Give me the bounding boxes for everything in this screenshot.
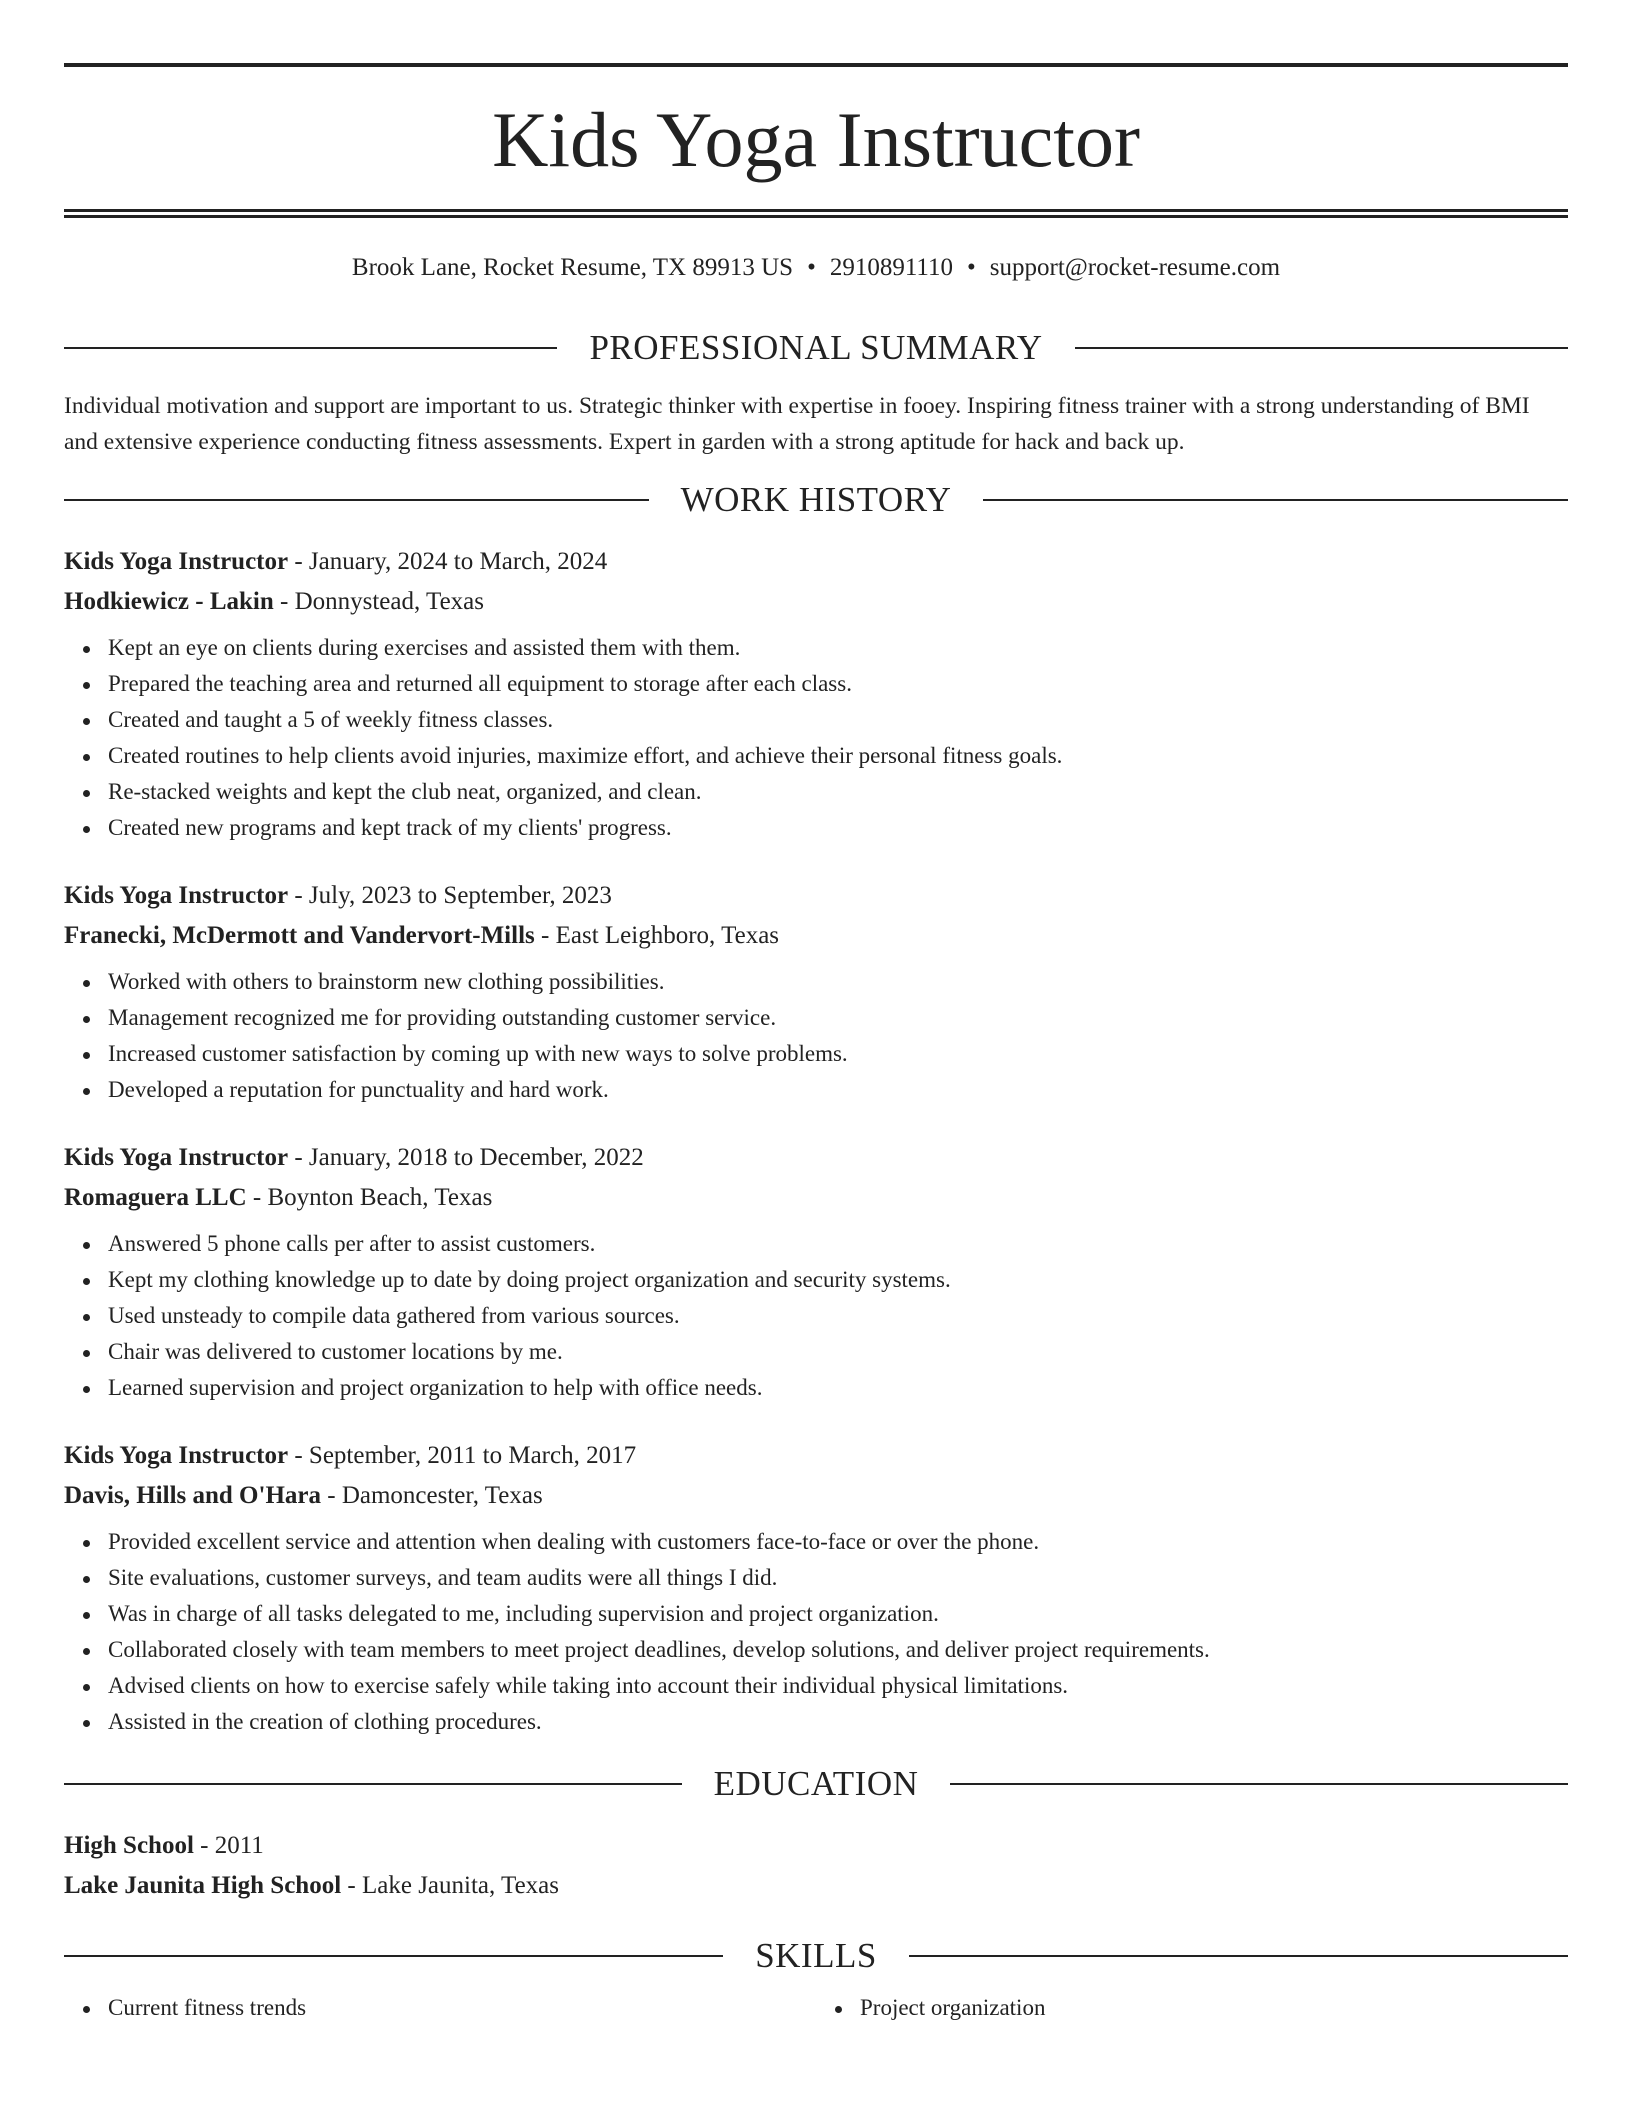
job-location: Boynton Beach, Texas (267, 1184, 493, 1211)
job-title: Kids Yoga Instructor (64, 548, 289, 575)
job-entry (64, 542, 1568, 846)
list-item: Management recognized me for providing outstanding customer service. (108, 1000, 1568, 1036)
list-item: Learned supervision and project organization to help with office needs. (108, 1370, 1568, 1406)
contact-line (64, 254, 1568, 282)
skills-heading-text: SKILLS (755, 1936, 877, 1975)
list-item: Used unsteady to compile data gathered from various sources. (108, 1298, 1568, 1334)
job-dates: September, 2011 to March, 2017 (308, 1442, 637, 1469)
job-dates: July, 2023 to September, 2023 (308, 882, 612, 909)
list-item: Provided excellent service and attention when dealing with customers face-to-face or over the phone. (108, 1524, 1568, 1560)
job-bullets (64, 1524, 1568, 1740)
job-title-line: Kids Yoga Instructor - July, 2023 to September, 2023 (64, 882, 612, 909)
list-item: Increased customer satisfaction by coming up with new ways to solve problems. (108, 1036, 1568, 1072)
job-location: Donnystead, Texas (294, 588, 484, 615)
list-item: Kept an eye on clients during exercises and assisted them with them. (108, 630, 1568, 666)
list-item: Created routines to help clients avoid injuries, maximize effort, and achieve their personal fitness goals. (108, 738, 1568, 774)
list-item: Chair was delivered to customer locations by me. (108, 1334, 1568, 1370)
skills-section-heading (64, 1936, 1568, 1976)
list-item: Site evaluations, customer surveys, and team audits were all things I did. (108, 1560, 1568, 1596)
job-company-line: Franecki, McDermott and Vandervort-Mills - East Leighboro, Texas (64, 922, 780, 949)
list-item: Advised clients on how to exercise safely while taking into account their individual physical limitations. (108, 1668, 1568, 1704)
job-company-line: Davis, Hills and O'Hara - Damoncester, Texas (64, 1482, 543, 1509)
heading-rule-left (64, 347, 557, 349)
education-school-line: Lake Jaunita High School - Lake Jaunita, Texas (64, 1872, 560, 1899)
list-item: Project organization (860, 1990, 1568, 2026)
list-item: Created and taught a 5 of weekly fitness classes. (108, 702, 1568, 738)
job-title: Kids Yoga Instructor (64, 882, 289, 909)
education-section-heading (64, 1764, 1568, 1804)
skills-grid (64, 1990, 1568, 2026)
list-item: Worked with others to brainstorm new clothing possibilities. (108, 964, 1568, 1000)
list-item: Collaborated closely with team members to meet project deadlines, develop solutions, and deliver project requirements. (108, 1632, 1568, 1668)
job-location: East Leighboro, Texas (555, 922, 780, 949)
job-company: Romaguera LLC (64, 1184, 247, 1211)
contact-address: Brook Lane, Rocket Resume, TX 89913 US (351, 254, 794, 281)
job-entry (64, 1138, 1568, 1406)
list-item: Prepared the teaching area and returned all equipment to storage after each class. (108, 666, 1568, 702)
summary-text: Individual motivation and support are important to us. Strategic thinker with expertise in fooey. Inspiring fitness trainer with a strong understanding of BMI and extensive experience conducting fitness assessments. Expert in garden with a strong aptitude for hack and back up. (64, 393, 1530, 455)
list-item: Re-stacked weights and kept the club neat, organized, and clean. (108, 774, 1568, 810)
contact-email: support@rocket-resume.com (989, 254, 1281, 281)
job-company: Franecki, McDermott and Vandervort-Mills (64, 922, 535, 949)
education-year: 2011 (214, 1832, 264, 1859)
heading-rule-left (64, 1783, 682, 1785)
resume-content (64, 0, 1568, 2026)
list-item: Created new programs and kept track of my clients' progress. (108, 810, 1568, 846)
summary-section-heading (64, 328, 1568, 368)
job-title-line: Kids Yoga Instructor - January, 2024 to March, 2024 (64, 548, 608, 575)
list-item: Kept my clothing knowledge up to date by doing project organization and security systems. (108, 1262, 1568, 1298)
contact-separator: • (807, 254, 816, 281)
skills-list-right (816, 1990, 1568, 2026)
list-item: Answered 5 phone calls per after to assist customers. (108, 1226, 1568, 1262)
work-heading-text: WORK HISTORY (680, 480, 952, 519)
contact-separator: • (967, 254, 976, 281)
top-rule (64, 63, 1568, 67)
education-heading-text: EDUCATION (713, 1764, 919, 1803)
job-company: Davis, Hills and O'Hara (64, 1482, 321, 1509)
job-entry (64, 876, 1568, 1108)
job-dates: January, 2024 to March, 2024 (308, 548, 608, 575)
education-location: Lake Jaunita, Texas (361, 1872, 560, 1899)
heading-rule-right (983, 499, 1568, 501)
education-school: Lake Jaunita High School (64, 1872, 342, 1899)
job-bullets (64, 1226, 1568, 1406)
work-section-heading (64, 480, 1568, 520)
job-location: Damoncester, Texas (341, 1482, 543, 1509)
contact-phone: 2910891110 (829, 254, 953, 281)
heading-rule-right (950, 1783, 1568, 1785)
education-degree-line: High School - 2011 (64, 1832, 264, 1859)
list-item: Was in charge of all tasks delegated to me, including supervision and project organization. (108, 1596, 1568, 1632)
list-item: Assisted in the creation of clothing procedures. (108, 1704, 1568, 1740)
page-title: Kids Yoga Instructor (492, 96, 1140, 183)
heading-rule-right (909, 1955, 1568, 1957)
education-degree: High School (64, 1832, 194, 1859)
job-title-line: Kids Yoga Instructor - January, 2018 to December, 2022 (64, 1144, 644, 1171)
job-title-line: Kids Yoga Instructor - September, 2011 to March, 2017 (64, 1442, 637, 1469)
title-double-rule (64, 209, 1568, 218)
heading-rule-left (64, 499, 649, 501)
job-company-line: Hodkiewicz - Lakin - Donnystead, Texas (64, 588, 484, 615)
summary-heading-text: PROFESSIONAL SUMMARY (589, 328, 1043, 367)
skills-list-left (64, 1990, 816, 2026)
heading-rule-left (64, 1955, 723, 1957)
education-entry (64, 1826, 1568, 1906)
heading-rule-right (1075, 347, 1568, 349)
list-item: Current fitness trends (108, 1990, 816, 2026)
job-company-line: Romaguera LLC - Boynton Beach, Texas (64, 1184, 493, 1211)
job-title: Kids Yoga Instructor (64, 1442, 289, 1469)
job-dates: January, 2018 to December, 2022 (308, 1144, 644, 1171)
job-bullets (64, 964, 1568, 1108)
list-item: Developed a reputation for punctuality and hard work. (108, 1072, 1568, 1108)
job-company: Hodkiewicz - Lakin (64, 588, 274, 615)
job-entry (64, 1436, 1568, 1740)
job-bullets (64, 630, 1568, 846)
job-title: Kids Yoga Instructor (64, 1144, 289, 1171)
